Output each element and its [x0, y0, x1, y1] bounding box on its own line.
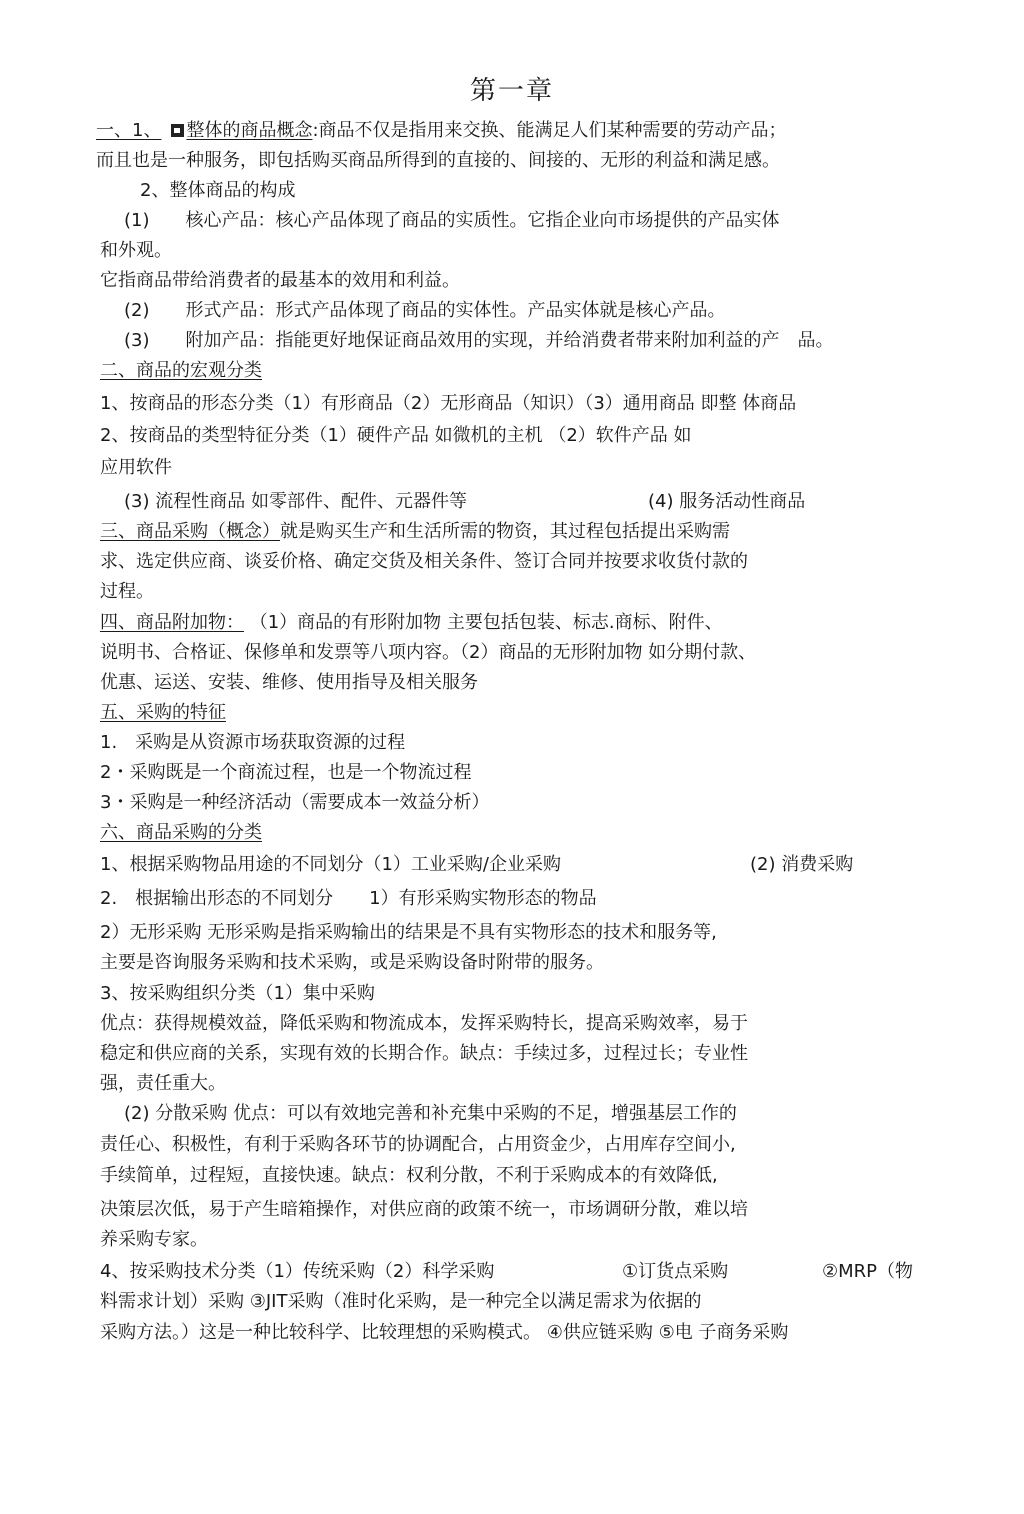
line-18: 说明书、合格证、保修单和发票等八项内容。（2）商品的无形附加物 如分期付款、	[100, 642, 757, 663]
line-14-text: 就是购买生产和生活所需的物资，其过程包括提出采购需	[280, 521, 730, 542]
line-5: 和外观。	[100, 240, 172, 261]
line-37: 养采购专家。	[100, 1229, 208, 1250]
line-27: 2）无形采购 无形采购是指采购输出的结果是不具有实物形态的技术和服务等,	[100, 922, 717, 943]
line-22: 2・采购既是一个商流过程，也是一个物流过程	[100, 762, 472, 783]
line-8: (3) 附加产品：指能更好地保证商品效用的实现，并给消费者带来附加利益的产 品。	[124, 330, 834, 351]
line-15: 求、选定供应商、谈妥价格、确定交货及相关条件、签订合同并按要求收货付款的	[100, 551, 748, 572]
line-13b: (4) 服务活动性商品	[648, 491, 806, 512]
line-26: 2. 根据输出形态的不同划分 1）有形采购实物形态的物品	[100, 888, 597, 909]
line-23: 3・采购是一种经济活动（需要成本一效益分析）	[100, 792, 490, 813]
line-2: 而且也是一种服务，即包括购买商品所得到的直接的、间接的、无形的利益和满足感。	[96, 150, 780, 171]
line-13a: (3) 流程性商品 如零部件、配件、元器件等	[124, 491, 467, 512]
line-31: 稳定和供应商的关系，实现有效的长期合作。缺点：手续过多，过程过长；专业性	[100, 1043, 748, 1064]
line-40: 采购方法。）这是一种比较科学、比较理想的采购模式。 ④供应链采购 ⑤电 子商务采购	[100, 1322, 789, 1343]
section-3-heading: 三、商品采购（概念）	[100, 521, 280, 542]
section-1-term: 整体的商品概念	[186, 120, 313, 141]
line-25a: 1、根据采购物品用途的不同划分（1）工业采购/企业采购	[100, 854, 561, 875]
line-17	[100, 611, 723, 635]
line-34: 责任心、积极性，有利于采购各环节的协调配合，占用资金少，占用库存空间小,	[100, 1134, 736, 1155]
section-4-heading: 四、商品附加物：	[100, 612, 244, 633]
section-2-heading: 二、商品的宏观分类	[100, 360, 262, 381]
line-36: 决策层次低，易于产生暗箱操作，对供应商的政策不统一，市场调研分散，难以培	[100, 1199, 748, 1220]
image-placeholder-icon	[171, 124, 184, 137]
line-39: 料需求计划）采购 ③JIT采购（准时化采购，是一种完全以满足需求为依据的	[100, 1291, 702, 1312]
line-32: 强，责任重大。	[100, 1073, 226, 1094]
line-21: 1. 采购是从资源市场获取资源的过程	[100, 732, 406, 753]
line-30: 优点：获得规模效益，降低采购和物流成本，发挥采购特长，提高采购效率，易于	[100, 1013, 748, 1034]
line-19: 优惠、运送、安装、维修、使用指导及相关服务	[100, 672, 478, 693]
line-16: 过程。	[100, 581, 154, 602]
line-12: 应用软件	[100, 457, 172, 478]
line-28: 主要是咨询服务采购和技术采购，或是采购设备时附带的服务。	[100, 952, 604, 973]
section-5-heading: 五、采购的特征	[100, 702, 226, 723]
chapter-title: 第一章	[469, 76, 554, 106]
line-35: 手续简单，过程短，直接快速。缺点：权利分散，不利于采购成本的有效降低,	[100, 1165, 718, 1186]
line-29: 3、按采购组织分类（1）集中采购	[100, 983, 375, 1004]
line-17-text: （1）商品的有形附加物 主要包括包装、标志.商标、附件、	[244, 612, 723, 633]
section-6-heading: 六、商品采购的分类	[100, 822, 262, 843]
line-1	[96, 119, 787, 143]
line-38a: 4、按采购技术分类（1）传统采购（2）科学采购	[100, 1261, 495, 1282]
line-4: (1) 核心产品：核心产品体现了商品的实质性。它指企业向市场提供的产品实体	[124, 210, 780, 231]
line-1-text: :商品不仅是指用来交换、能满足人们某种需要的劳动产品；	[312, 120, 787, 141]
line-10: 1、按商品的形态分类（1）有形商品（2）无形商品（知识）（3）通用商品 即整 体商品	[100, 393, 797, 414]
line-14	[100, 520, 730, 544]
line-3: 2、整体商品的构成	[140, 180, 296, 201]
line-6: 它指商品带给消费者的最基本的效用和利益。	[100, 270, 460, 291]
line-33: (2) 分散采购 优点：可以有效地完善和补充集中采购的不足，增强基层工作的	[124, 1103, 737, 1124]
line-25b: (2) 消费采购	[750, 854, 854, 875]
line-38c: ②MRP（物	[822, 1261, 914, 1282]
line-11: 2、按商品的类型特征分类（1）硬件产品 如微机的主机 （2）软件产品 如	[100, 425, 692, 446]
line-7: (2) 形式产品：形式产品体现了商品的实体性。产品实体就是核心产品。	[124, 300, 726, 321]
line-38b: ①订货点采购	[622, 1261, 729, 1282]
section-1-heading: 一、1、	[96, 120, 162, 141]
